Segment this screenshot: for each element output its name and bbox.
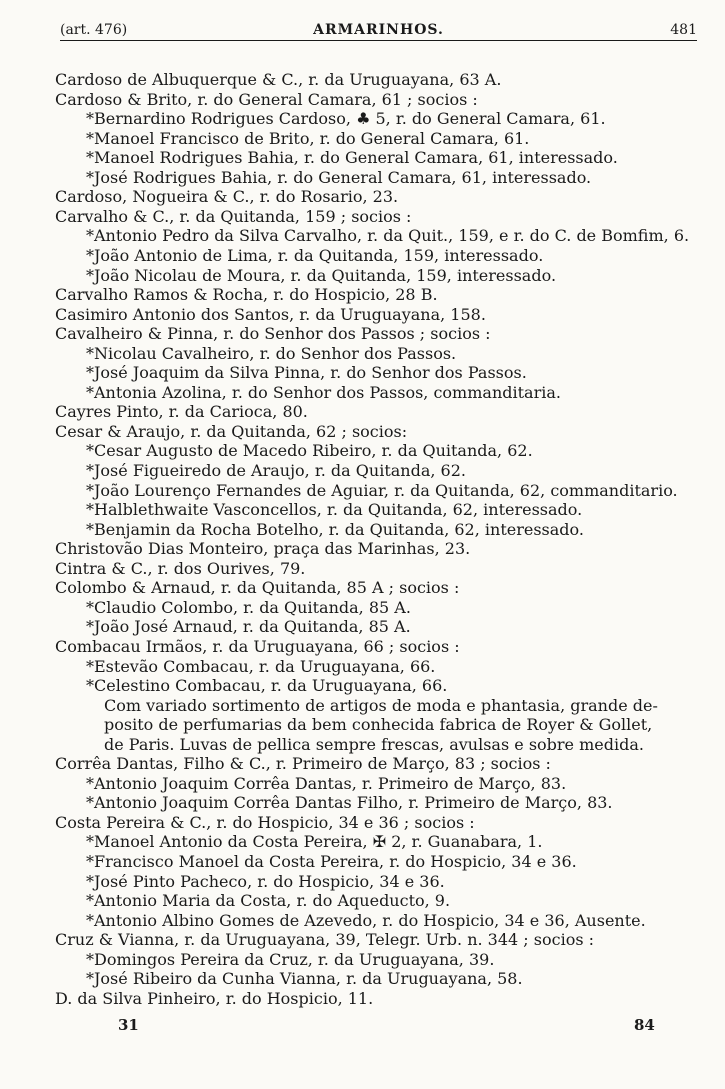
page-number: 481 — [670, 22, 697, 38]
firm-entry: Costa Pereira & C., r. do Hospicio, 34 e 36 ; socios : — [55, 812, 475, 832]
partner-entry: *José Joaquim da Silva Pinna, r. do Senhor dos Passos. — [86, 363, 527, 383]
firm-entry: Cayres Pinto, r. da Carioca, 80. — [55, 402, 308, 422]
partner-entry: *João Antonio de Lima, r. da Quitanda, 159, interessado. — [86, 245, 544, 265]
signature-mark: 31 — [118, 1016, 139, 1034]
partner-entry: *Claudio Colombo, r. da Quitanda, 85 A. — [86, 597, 411, 617]
firm-entry: Carvalho Ramos & Rocha, r. do Hospicio, 28 B. — [55, 285, 438, 305]
partner-entry: *João Lourenço Fernandes de Aguiar, r. da Quitanda, 62, commanditario. — [86, 480, 678, 500]
partner-entry: *José Rodrigues Bahia, r. do General Camara, 61, interessado. — [86, 167, 592, 187]
partner-entry: *Antonio Joaquim Corrêa Dantas, r. Primeiro de Março, 83. — [86, 773, 567, 793]
partner-entry: *José Ribeiro da Cunha Vianna, r. da Uruguayana, 58. — [86, 969, 523, 989]
partner-entry: *Estevão Combacau, r. da Uruguayana, 66. — [86, 656, 436, 676]
partner-entry: *Celestino Combacau, r. da Uruguayana, 66. — [86, 676, 448, 696]
firm-entry: Christovão Dias Monteiro, praça das Marinhas, 23. — [55, 539, 471, 559]
firm-entry: Corrêa Dantas, Filho & C., r. Primeiro de Março, 83 ; socios : — [55, 754, 551, 774]
description-line: posito de perfumarias da bem conhecida fabrica de Royer & Gollet, — [104, 715, 653, 735]
firm-entry: Combacau Irmãos, r. da Uruguayana, 66 ; socios : — [55, 636, 460, 656]
partner-entry: *José Figueiredo de Araujo, r. da Quitanda, 62. — [86, 461, 466, 480]
partner-entry: *Antonio Joaquim Corrêa Dantas Filho, r. Primeiro de Março, 83. — [86, 793, 613, 813]
firm-entry: Cardoso, Nogueira & C., r. do Rosario, 23. — [55, 187, 399, 207]
partner-entry: *Antonio Maria da Costa, r. do Aqueducto, 9. — [86, 891, 451, 911]
partner-entry: *João José Arnaud, r. da Quitanda, 85 A. — [86, 617, 411, 637]
firm-entry: Cavalheiro & Pinna, r. do Senhor dos Passos ; socios : — [55, 324, 491, 344]
firm-entry: Carvalho & C., r. da Quitanda, 159 ; socios : — [55, 206, 412, 226]
partner-entry: *Halblethwaite Vasconcellos, r. da Quitanda, 62, interessado. — [86, 500, 583, 520]
partner-entry: *Cesar Augusto de Macedo Ribeiro, r. da Quitanda, 62. — [86, 441, 533, 461]
partner-entry: *Antonio Albino Gomes de Azevedo, r. do Hospicio, 34 e 36, Ausente. — [86, 910, 646, 930]
page-header — [60, 18, 697, 41]
firm-entry: Cardoso & Brito, r. do General Camara, 61 ; socios : — [55, 89, 478, 109]
partner-entry: *Bernardino Rodrigues Cardoso, ♣ 5, r. do General Camara, 61. — [86, 109, 606, 129]
firm-entry: Colombo & Arnaud, r. da Quitanda, 85 A ; socios : — [55, 578, 460, 598]
firm-entry: Cintra & C., r. dos Ourives, 79. — [55, 558, 306, 578]
firm-entry: Cardoso de Albuquerque & C., r. da Uruguayana, 63 A. — [55, 70, 502, 89]
partner-entry: *Manoel Rodrigues Bahia, r. do General Camara, 61, interessado. — [86, 148, 618, 168]
description-line: de Paris. Luvas de pellica sempre frescas, avulsas e sobre medida. — [104, 734, 644, 754]
partner-entry: *Antonio Pedro da Silva Carvalho, r. da Quit., 159, e r. do C. de Bomfim, 6. — [86, 226, 690, 246]
sheet-number: 84 — [634, 1016, 655, 1034]
article-reference: (art. 476) — [60, 22, 128, 38]
partner-entry: *Nicolau Cavalheiro, r. do Senhor dos Passos. — [86, 343, 457, 363]
firm-entry: Cruz & Vianna, r. da Uruguayana, 39, Telegr. Urb. n. 344 ; socios : — [55, 930, 595, 950]
firm-entry: Casimiro Antonio dos Santos, r. da Uruguayana, 158. — [55, 304, 486, 324]
page-title: ARMARINHOS. — [313, 22, 444, 38]
partner-entry: *Manoel Francisco de Brito, r. do General Camara, 61. — [86, 128, 530, 148]
partner-entry: *Antonia Azolina, r. do Senhor dos Passos, commanditaria. — [86, 382, 561, 402]
description-line: Com variado sortimento de artigos de moda e phantasia, grande de- — [104, 695, 658, 715]
partner-entry: *Manoel Antonio da Costa Pereira, ✠ 2, r. Guanabara, 1. — [86, 832, 543, 852]
partner-entry: *José Pinto Pacheco, r. do Hospicio, 34 e 36. — [86, 871, 445, 891]
firm-entry: D. da Silva Pinheiro, r. do Hospicio, 11. — [55, 988, 374, 1008]
partner-entry: *Francisco Manoel da Costa Pereira, r. do Hospicio, 34 e 36. — [86, 852, 577, 871]
partner-entry: *Domingos Pereira da Cruz, r. da Uruguayana, 39. — [86, 949, 495, 969]
firm-entry: Cesar & Araujo, r. da Quitanda, 62 ; socios: — [55, 421, 408, 441]
partner-entry: *João Nicolau de Moura, r. da Quitanda, 159, interessado. — [86, 265, 557, 285]
partner-entry: *Benjamin da Rocha Botelho, r. da Quitanda, 62, interessado. — [86, 519, 584, 539]
